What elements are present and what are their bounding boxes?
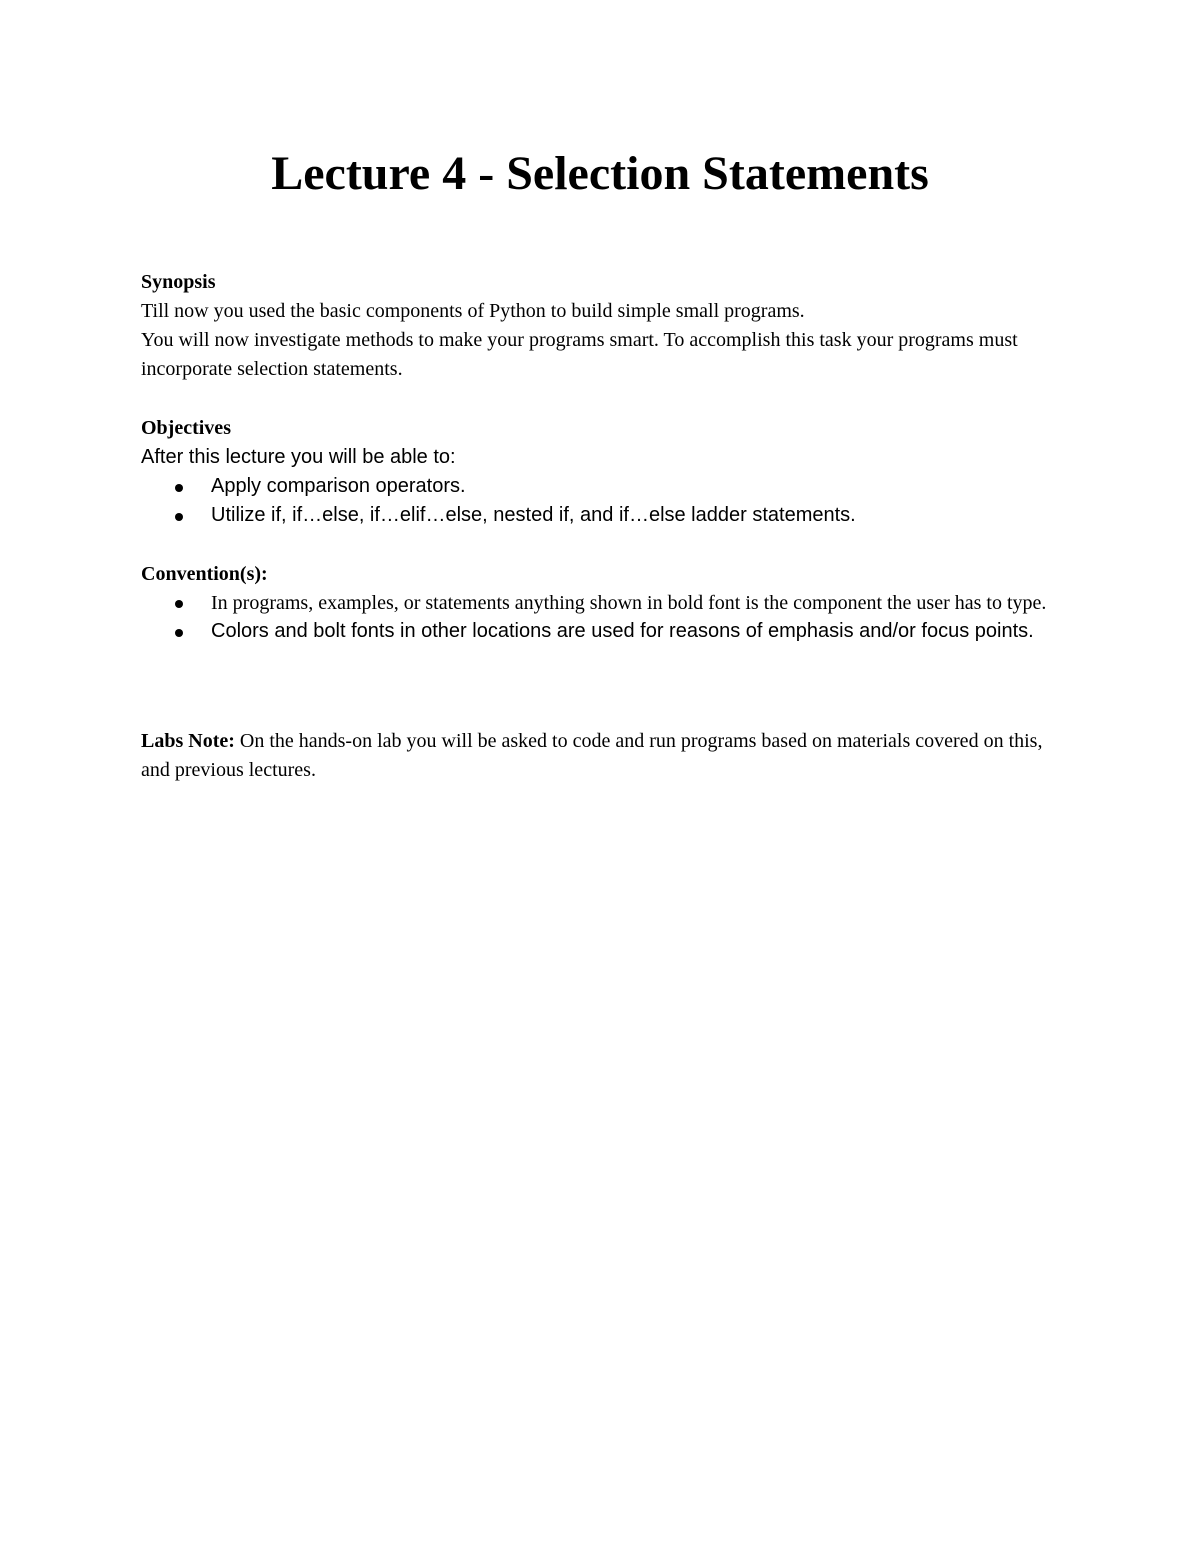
- objective-text: Apply comparison operators.: [211, 475, 466, 497]
- labs-note-section: [141, 727, 1061, 785]
- synopsis-section: [141, 268, 1061, 384]
- objectives-list: [141, 472, 1061, 530]
- conventions-heading: Convention(s):: [141, 563, 268, 585]
- conventions-list: [141, 589, 1061, 645]
- labs-note-text: On the hands-on lab you will be asked to code and run programs based on materials covered on this, and previous lectures.: [141, 730, 1043, 781]
- synopsis-line-1: Till now you used the basic components of Python to build simple small programs.: [141, 300, 805, 322]
- bullet-icon: [175, 513, 183, 521]
- convention-text: In programs, examples, or statements anything shown in bold font is the component the user has to type.: [211, 592, 1047, 614]
- bullet-icon: [175, 600, 183, 608]
- labs-note-label: Labs Note:: [141, 730, 235, 752]
- synopsis-heading: Synopsis: [141, 271, 216, 293]
- objectives-heading: Objectives: [141, 417, 231, 439]
- convention-item: [141, 589, 1061, 618]
- convention-item: [141, 618, 1061, 645]
- bullet-icon: [175, 629, 183, 637]
- objectives-intro: After this lecture you will be able to:: [141, 446, 456, 468]
- bullet-icon: [175, 484, 183, 492]
- objective-text: Utilize if, if…else, if…elif…else, nested if, and if…else ladder statements.: [211, 504, 856, 526]
- synopsis-line-2: You will now investigate methods to make your programs smart. To accomplish this task your programs must incorporate selection statements.: [141, 329, 1018, 380]
- conventions-section: [141, 560, 1061, 645]
- convention-text: Colors and bolt fonts in other locations are used for reasons of emphasis and/or focus points.: [211, 620, 1034, 642]
- page-title: Lecture 4 - Selection Statements: [271, 147, 929, 200]
- objectives-section: [141, 414, 1061, 530]
- objective-item: [141, 501, 1061, 530]
- objective-item: [141, 472, 1061, 501]
